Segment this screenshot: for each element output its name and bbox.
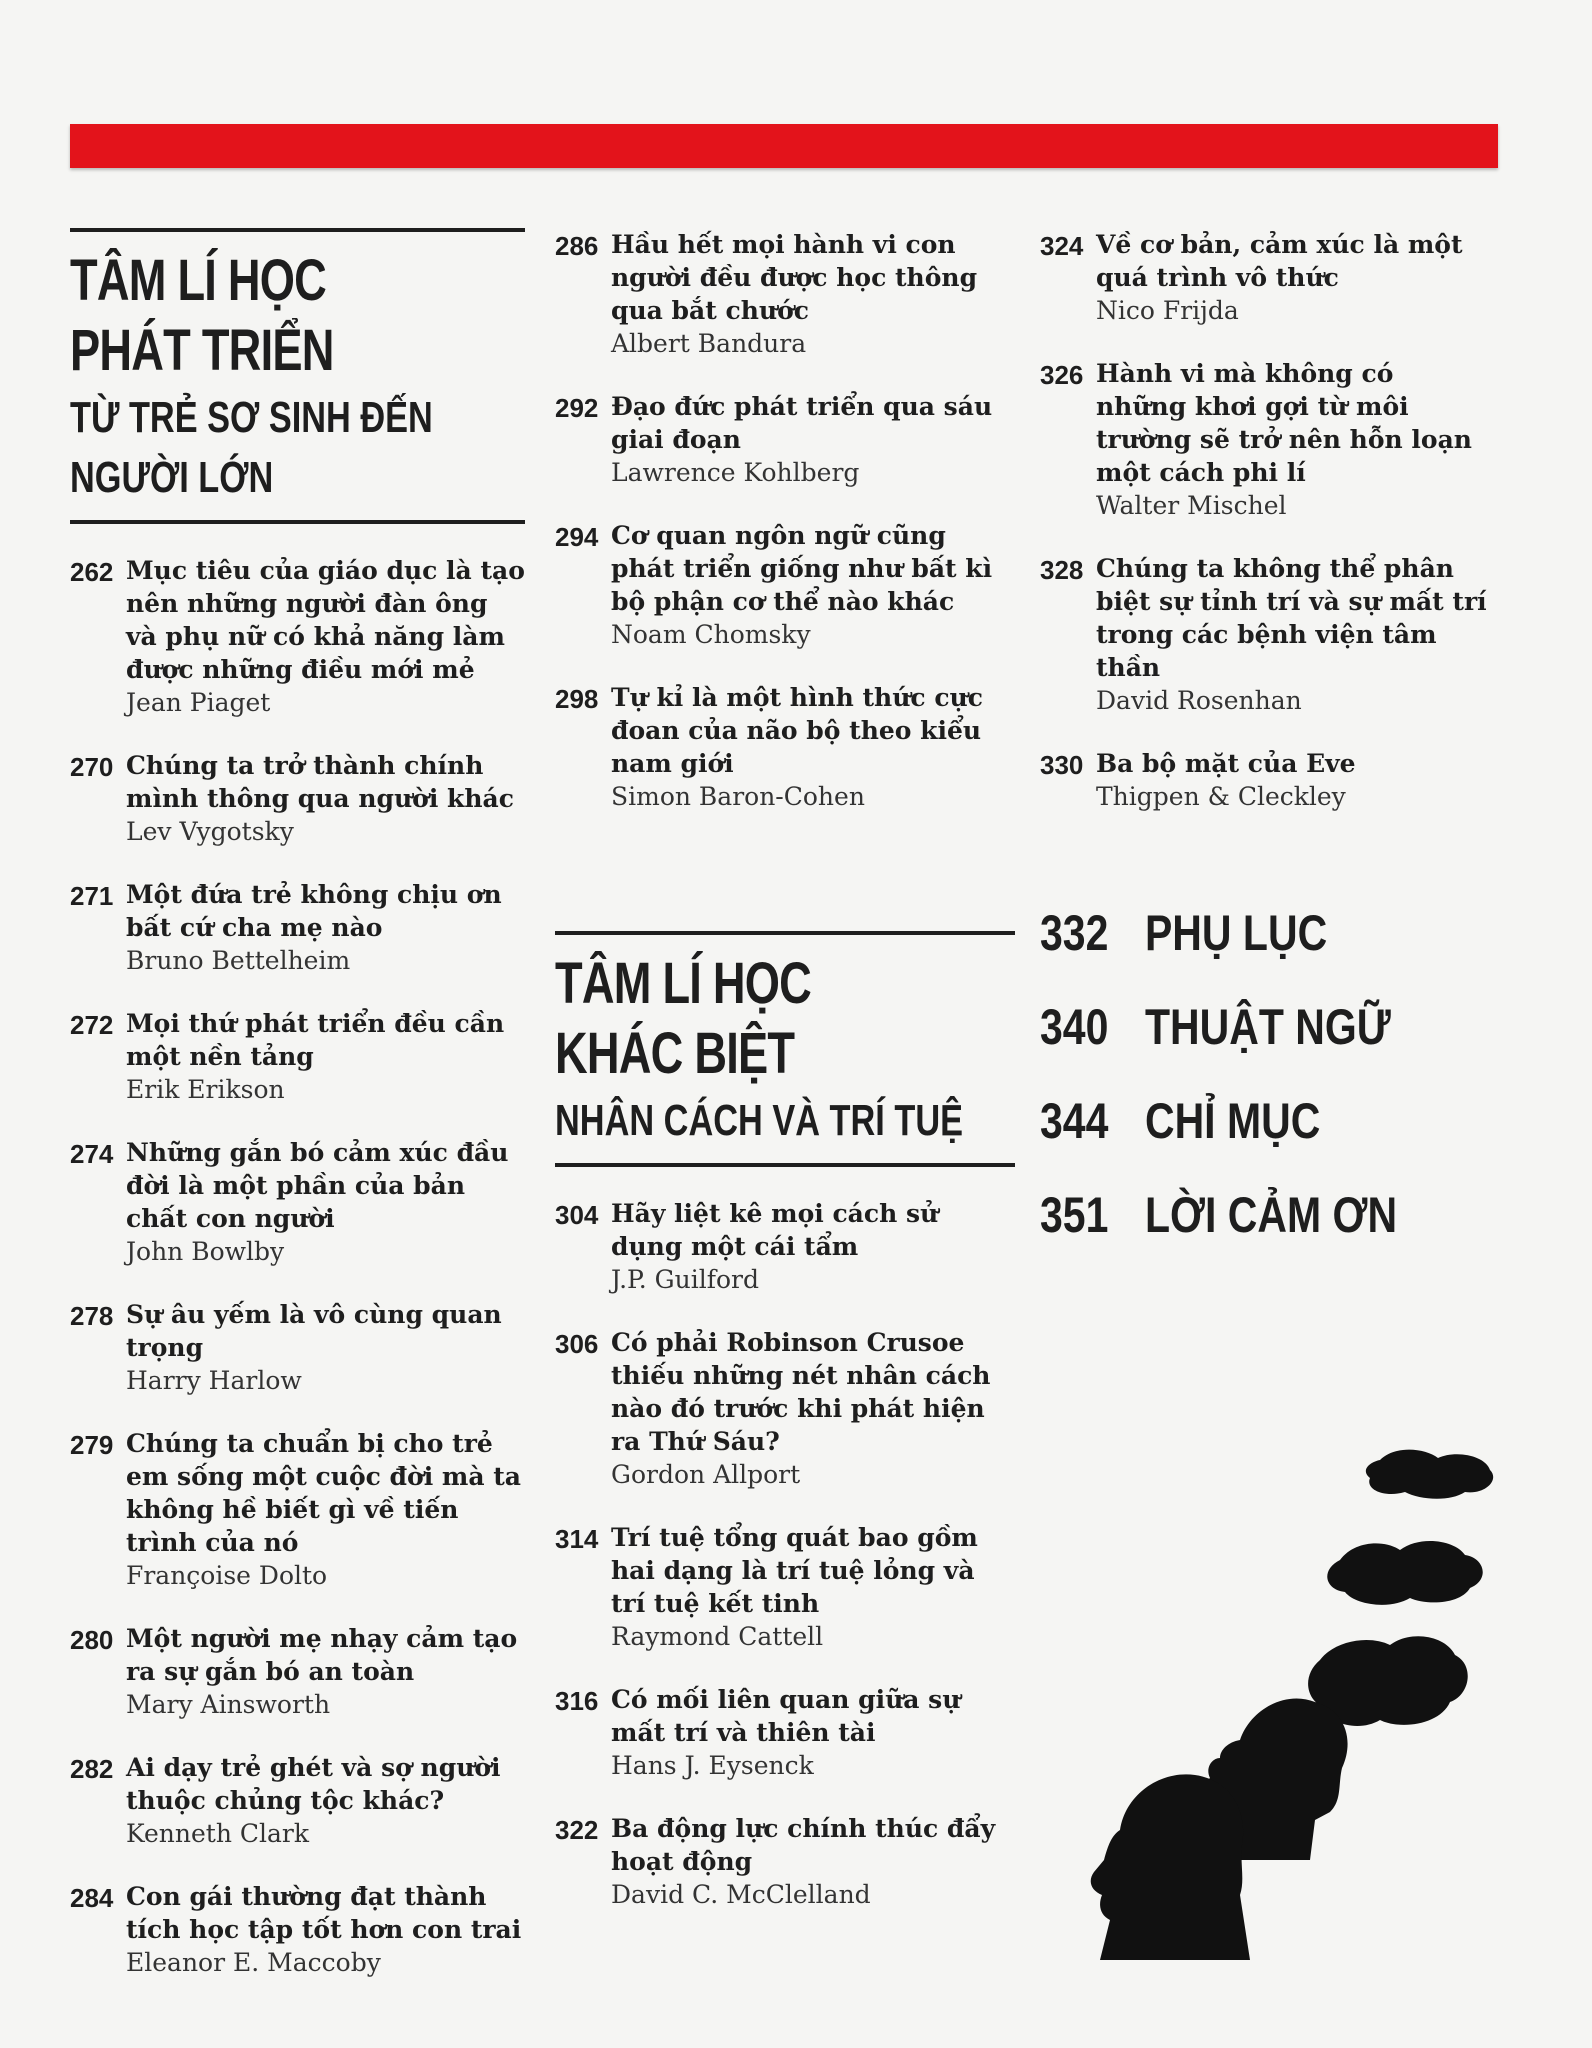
entry-title: Những gắn bó cảm xúc đầu đời là một phần của bản chất con người [126,1138,509,1233]
entry-text [1096,552,1490,717]
entry-author: Hans J. Eysenck [611,1751,814,1780]
page-number: 322 [555,1815,599,1845]
entry-title: Chúng ta trở thành chính mình thông qua người khác [126,751,514,813]
page-number: 298 [555,684,599,714]
entry-author: Eleanor E. Maccoby [126,1948,381,1977]
entry-text [126,1622,525,1721]
page-number: 304 [555,1200,599,1230]
entry-title: Mục tiêu của giáo dục là tạo nên những người đàn ông và phụ nữ có khả năng làm được những điều mới mẻ [126,556,525,684]
entry-author: Bruno Bettelheim [126,946,351,975]
toc-entry [555,681,1015,813]
toc-entry [1040,357,1490,522]
entry-title: Một đứa trẻ không chịu ơn bất cứ cha mẹ nào [126,880,502,942]
entry-author: Lawrence Kohlberg [611,458,860,487]
entry-author: Walter Mischel [1096,491,1287,520]
entry-text [126,1007,525,1106]
thinking-heads-illustration [1080,1440,1510,1960]
appendix-list [1040,903,1490,1245]
page-number: 328 [1040,555,1084,585]
page-number: 272 [70,1010,114,1040]
page-number: 282 [70,1754,114,1784]
page-number: 280 [70,1625,114,1655]
entry-title: Ba bộ mặt của Eve [1096,749,1356,778]
entry-title: Trí tuệ tổng quát bao gồm hai dạng là trí tuệ lỏng và trí tuệ kết tinh [611,1523,978,1618]
entry-author: Raymond Cattell [611,1622,824,1651]
entry-text [126,1880,525,1979]
toc-entry [70,1298,525,1397]
page-number: 316 [555,1686,599,1716]
section-subtitle-line2: NGƯỜI LỚN [70,453,274,502]
entry-title: Cơ quan ngôn ngữ cũng phát triển giống như bất kì bộ phận cơ thể nào khác [611,521,993,616]
entry-author: Lev Vygotsky [126,817,294,846]
appendix-page-number: 344 [1040,1093,1109,1149]
entry-author: Thigpen & Cleckley [1096,782,1346,811]
entry-text [1096,357,1490,522]
appendix-page-number: 340 [1040,999,1109,1055]
toc-entry [70,554,525,719]
entry-author: Noam Chomsky [611,620,811,649]
entry-title: Tự kỉ là một hình thức cực đoan của não bộ theo kiểu nam giới [611,683,983,778]
section-subtitle-line1: TỪ TRẺ SƠ SINH ĐẾN [70,393,433,442]
entry-text [611,1812,1015,1911]
toc-list-developmental [70,554,525,1979]
toc-entry [555,519,1015,651]
appendix-page-number: 351 [1040,1187,1109,1243]
page-number: 294 [555,522,599,552]
toc-entry [555,1521,1015,1653]
entry-text [126,878,525,977]
page-number: 326 [1040,360,1084,390]
section-title-line2: PHÁT TRIỂN [70,318,334,383]
entry-author: Nico Frijda [1096,296,1239,325]
toc-entry [70,1136,525,1268]
section-title-line1: TÂM LÍ HỌC [555,951,812,1016]
toc-entry [1040,747,1490,813]
page-number: 292 [555,393,599,423]
entry-text [1096,747,1490,813]
entry-text [126,1751,525,1850]
appendix-entry [1040,1185,1409,1245]
entry-author: Françoise Dolto [126,1561,328,1590]
appendix-label: CHỈ MỤC [1144,1093,1321,1149]
entry-title: Hầu hết mọi hành vi con người đều được học thông qua bắt chước [611,230,978,325]
entry-text [611,390,1015,489]
page-number: 284 [70,1883,114,1913]
toc-entry [70,749,525,848]
head-silhouette-front [1091,1774,1250,1960]
section-header-developmental [70,228,525,524]
column-2 [555,228,1015,1941]
toc-entry [555,1683,1015,1782]
entry-author: Jean Piaget [126,688,271,717]
appendix-entry [1040,1091,1409,1151]
page-number: 286 [555,231,599,261]
page-number: 271 [70,881,114,911]
appendix-entry [1040,903,1409,963]
entry-author: Erik Erikson [126,1075,285,1104]
toc-entry [70,1007,525,1106]
entry-title: Con gái thường đạt thành tích học tập tốt hơn con trai [126,1882,522,1944]
entry-author: Albert Bandura [611,329,807,358]
toc-entry [1040,552,1490,717]
appendix-label: THUẬT NGỮ [1144,999,1391,1055]
entry-text [126,1298,525,1397]
entry-title: Có mối liên quan giữa sự mất trí và thiên tài [611,1685,961,1747]
page-number: 279 [70,1430,114,1460]
entry-text [126,1136,525,1268]
entry-title: Có phải Robinson Crusoe thiếu những nét nhân cách nào đó trước khi phát hiện ra Thứ Sáu? [611,1328,991,1456]
page-number: 306 [555,1329,599,1359]
entry-text [611,1197,1015,1296]
column-1 [70,228,525,2009]
section-header-differential [555,931,1015,1167]
page-number: 324 [1040,231,1084,261]
appendix-label: LỜI CẢM ƠN [1144,1187,1398,1243]
column-3 [1040,228,1490,1279]
entry-text [611,1683,1015,1782]
toc-entry [555,1812,1015,1911]
entry-title: Chúng ta không thể phân biệt sự tỉnh trí và sự mất trí trong các bệnh viện tâm thần [1096,554,1487,682]
entry-author: John Bowlby [126,1237,285,1266]
entry-text [611,1521,1015,1653]
entry-author: Gordon Allport [611,1460,801,1489]
entry-text [611,1326,1015,1491]
toc-list-differential [555,1197,1015,1911]
entry-text [611,228,1015,360]
page-number: 274 [70,1139,114,1169]
entry-text [1096,228,1490,327]
page-number: 314 [555,1524,599,1554]
page-number: 262 [70,557,114,587]
appendix-page-number: 332 [1040,905,1109,961]
entry-text [126,1427,525,1592]
entry-author: Mary Ainsworth [126,1690,331,1719]
page-number: 270 [70,752,114,782]
entry-text [126,749,525,848]
entry-title: Về cơ bản, cảm xúc là một quá trình vô thức [1096,230,1463,292]
toc-entry [70,878,525,977]
page-number: 330 [1040,750,1084,780]
toc-entry [1040,228,1490,327]
toc-entry [70,1751,525,1850]
thought-cloud-small [1366,1450,1493,1499]
entry-title: Chúng ta chuẩn bị cho trẻ em sống một cuộc đời mà ta không hề biết gì về tiến trình của nó [126,1429,522,1557]
entry-text [611,681,1015,813]
entry-author: Simon Baron-Cohen [611,782,865,811]
section-subtitle-line1: NHÂN CÁCH VÀ TRÍ TUỆ [555,1096,964,1145]
toc-entry [70,1622,525,1721]
toc-list-col2 [555,228,1015,813]
toc-entry [70,1880,525,1979]
section-title-line2: KHÁC BIỆT [555,1021,795,1086]
entry-title: Ai dạy trẻ ghét và sợ người thuộc chủng tộc khác? [126,1753,501,1815]
toc-list-col3 [1040,228,1490,813]
entry-title: Mọi thứ phát triển đều cần một nền tảng [126,1009,505,1071]
entry-text [126,554,525,719]
thought-cloud-medium [1327,1541,1482,1605]
entry-title: Hành vi mà không có những khơi gợi từ môi trường sẽ trở nên hỗn loạn một cách phi lí [1096,359,1472,487]
entry-author: Kenneth Clark [126,1819,310,1848]
section-title-line1: TÂM LÍ HỌC [70,248,327,313]
entry-title: Sự âu yếm là vô cùng quan trọng [126,1300,502,1362]
entry-text [611,519,1015,651]
entry-author: David C. McClelland [611,1880,871,1909]
toc-entry [555,228,1015,360]
red-header-bar [70,124,1498,168]
entry-title: Ba động lực chính thúc đẩy hoạt động [611,1814,996,1876]
page-number: 278 [70,1301,114,1331]
toc-entry [555,1197,1015,1296]
appendix-label: PHỤ LỤC [1144,905,1328,961]
entry-author: J.P. Guilford [611,1265,759,1294]
entry-title: Một người mẹ nhạy cảm tạo ra sự gắn bó an toàn [126,1624,518,1686]
toc-entry [555,1326,1015,1491]
entry-title: Hãy liệt kê mọi cách sử dụng một cái tẩm [611,1199,939,1261]
entry-author: David Rosenhan [1096,686,1302,715]
toc-entry [555,390,1015,489]
entry-author: Harry Harlow [126,1366,302,1395]
toc-entry [70,1427,525,1592]
entry-title: Đạo đức phát triển qua sáu giai đoạn [611,392,993,454]
appendix-entry [1040,997,1409,1057]
